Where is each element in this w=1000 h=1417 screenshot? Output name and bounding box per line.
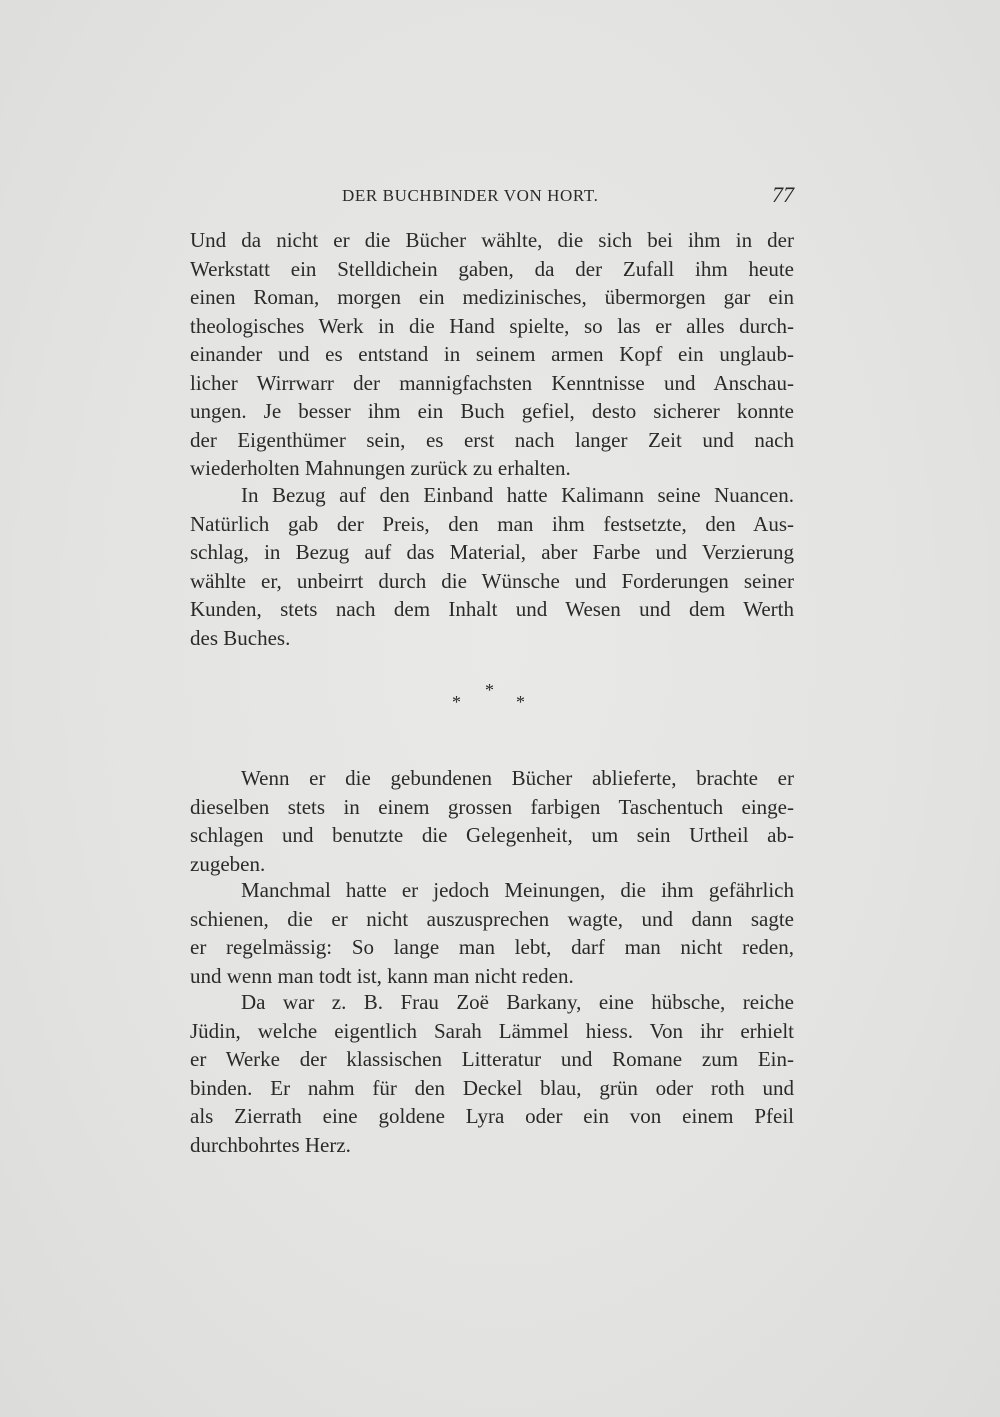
text-line: des Buches. — [190, 625, 291, 650]
paragraph-4 — [190, 876, 794, 990]
running-title: DER BUCHBINDER VON HORT. — [342, 186, 599, 205]
text-line: binden. Er nahm für den Deckel blau, grün oder roth und — [190, 1075, 794, 1100]
text-line: schienen, die er nicht auszusprechen wagte, und dann sagte — [190, 906, 794, 931]
paragraph-2 — [190, 481, 794, 652]
text-line: zugeben. — [190, 851, 266, 876]
text-line: einander und es entstand in seinem armen Kopf ein unglaub- — [190, 342, 794, 366]
text-line: wiederholten Mahnungen zurück zu erhalten. — [190, 456, 571, 480]
text-line: licher Wirrwarr der mannigfachsten Kenntnisse und Anschau- — [190, 370, 794, 395]
text-line: Werkstatt ein Stelldichein gaben, da der Zufall ihm heute — [190, 256, 794, 281]
text-line: Da war z. B. Frau Zoë Barkany, eine hübsche, reiche — [241, 990, 794, 1014]
asterisk-icon: * — [452, 692, 461, 712]
text-line: er regelmässig: So lange man lebt, darf man nicht reden, — [190, 935, 794, 959]
text-line: einen Roman, morgen ein medizinisches, übermorgen gar ein — [190, 285, 794, 309]
paragraph-1 — [190, 226, 794, 483]
text-line: dieselben stets in einem grossen farbigen Taschentuch einge- — [190, 794, 794, 819]
text-line: er Werke der klassischen Litteratur und Romane zum Ein- — [190, 1047, 794, 1071]
paragraph-3 — [190, 764, 794, 878]
text-line: theologisches Werk in die Hand spielte, so las er alles durch- — [190, 313, 794, 338]
text-line: Kunden, stets nach dem Inhalt und Wesen und dem Werth — [190, 597, 794, 621]
text-line: Wenn er die gebundenen Bücher ablieferte, brachte er — [241, 766, 794, 790]
asterisk-icon: * — [516, 692, 525, 712]
text-line: In Bezug auf den Einband hatte Kalimann seine Nuancen. — [241, 483, 794, 507]
text-line: Manchmal hatte er jedoch Meinungen, die ihm gefährlich — [241, 878, 794, 902]
text-line: und wenn man todt ist, kann man nicht reden. — [190, 963, 574, 988]
text-line: Natürlich gab der Preis, den man ihm festsetzte, den Aus- — [190, 511, 794, 536]
text-line: durchbohrtes Herz. — [190, 1132, 351, 1157]
text-line: Und da nicht er die Bücher wählte, die sich bei ihm in der — [190, 228, 794, 252]
text-line: ungen. Je besser ihm ein Buch gefiel, desto sicherer konnte — [190, 399, 794, 423]
running-head — [190, 182, 794, 212]
section-separator — [440, 680, 540, 720]
text-line: schlagen und benutzte die Gelegenheit, um sein Urtheil ab- — [190, 823, 794, 847]
text-line: als Zierrath eine goldene Lyra oder ein von einem Pfeil — [190, 1104, 794, 1128]
text-line: der Eigenthümer sein, es erst nach langer Zeit und nach — [190, 427, 794, 452]
paragraph-5 — [190, 988, 794, 1159]
text-line: Jüdin, welche eigentlich Sarah Lämmel hiess. Von ihr erhielt — [190, 1018, 794, 1043]
text-line: schlag, in Bezug auf das Material, aber Farbe und Verzierung — [190, 540, 794, 564]
page-number: 77 — [772, 182, 794, 207]
text-line: wählte er, unbeirrt durch die Wünsche und Forderungen seiner — [190, 568, 794, 593]
asterisk-icon: * — [485, 680, 494, 700]
